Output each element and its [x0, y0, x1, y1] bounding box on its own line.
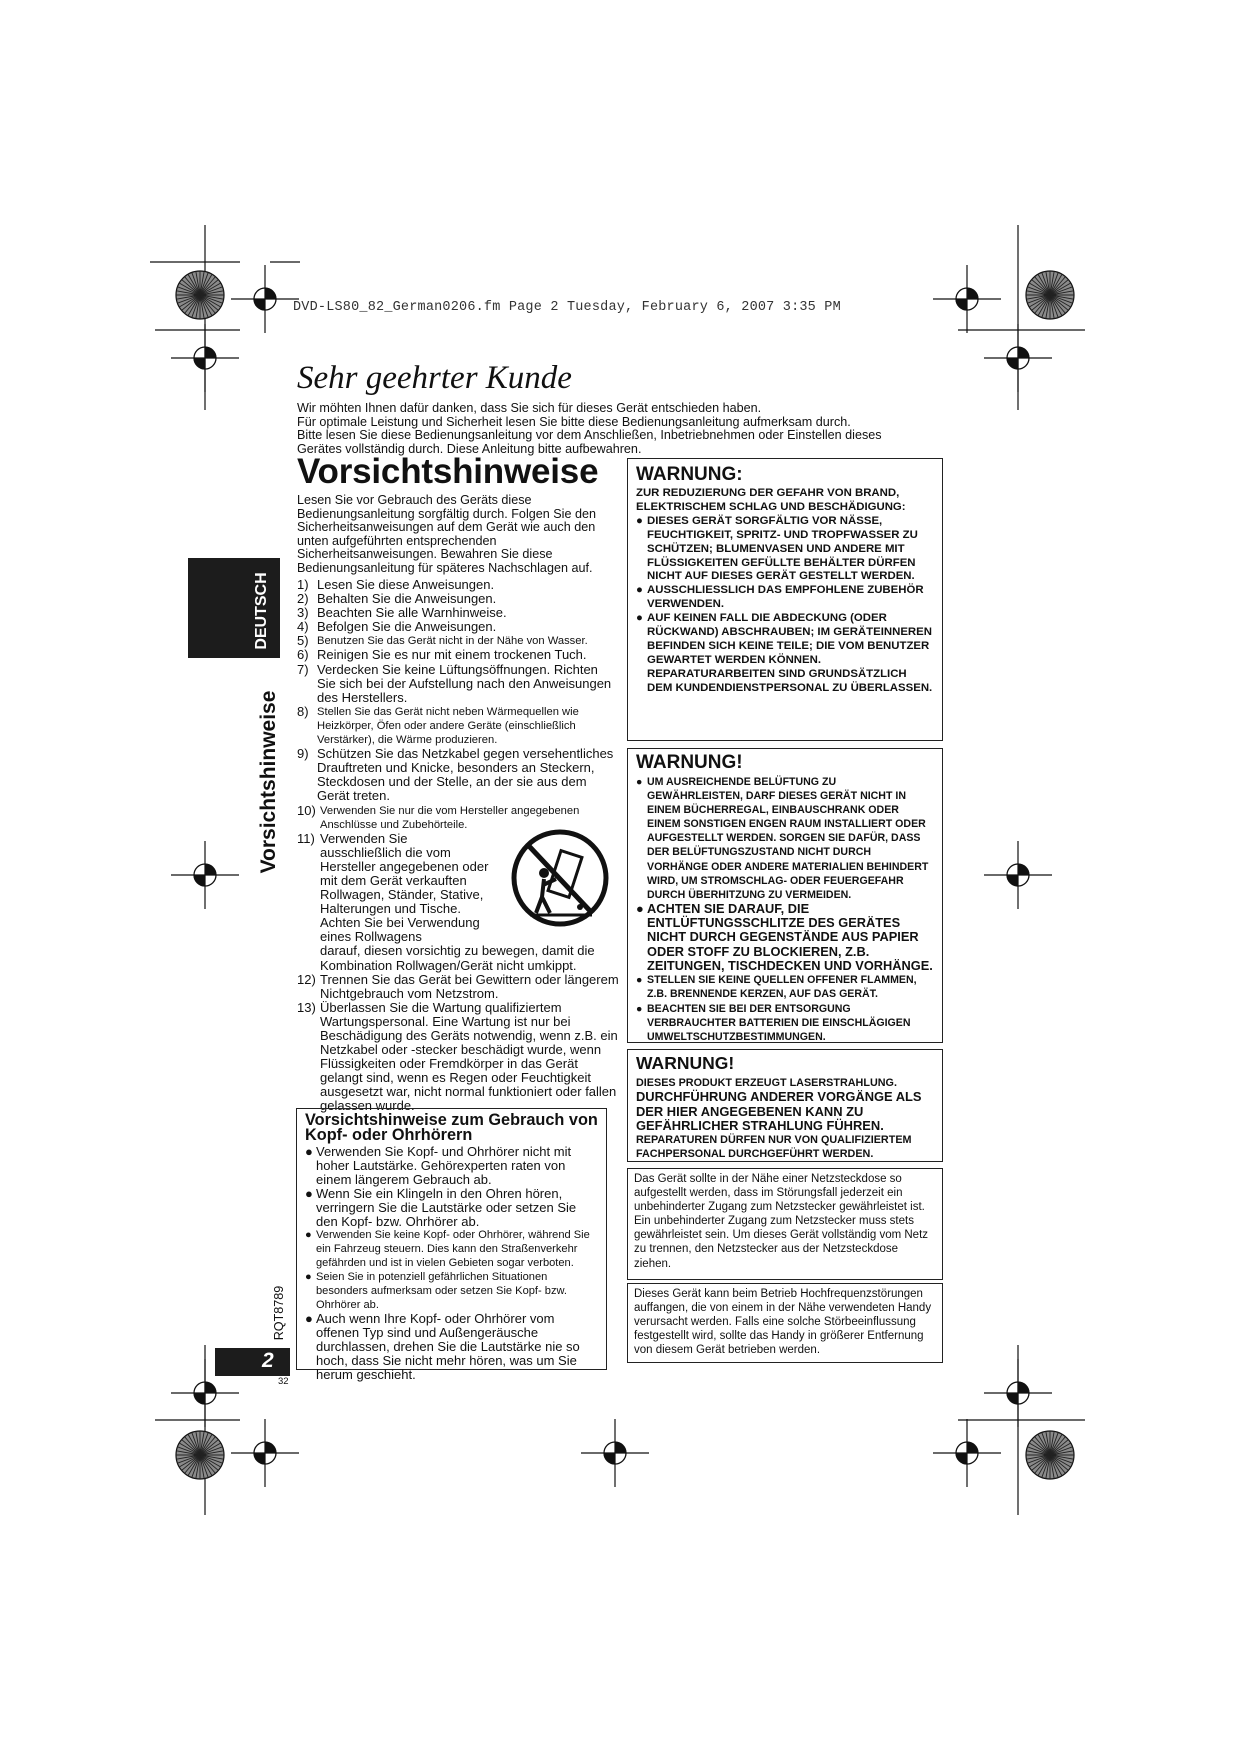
step-text: Verdecken Sie keine Lüftungsöffnungen. Richten Sie sich bei der Aufstellung nach den Anweisungen des Herstellers.	[317, 661, 612, 705]
warning-title: WARNUNG!	[636, 1053, 735, 1073]
warning-box-ventilation	[627, 748, 943, 1043]
page-number-small: 32	[278, 1376, 289, 1387]
step-number: 8)	[297, 703, 309, 719]
bullet-icon: ●	[636, 974, 643, 987]
list-item	[297, 747, 619, 803]
list-item-text: Verwenden Sie Kopf- und Ohrhörer nicht mit hoher Lautstärke. Gehörexperten raten von einem längerem Gebrauch ab.	[316, 1144, 572, 1187]
step-number: 3)	[297, 605, 309, 621]
list-item	[305, 1228, 599, 1270]
step-text-continued: darauf, diesen vorsichtig zu bewegen, damit die Kombination Rollwagen/Gerät nicht umkippt.	[320, 943, 595, 973]
page-number-bar	[215, 1348, 290, 1376]
step-text: Befolgen Sie die Anweisungen.	[317, 619, 497, 635]
intro-line: Bitte lesen Sie diese Bedienungsanleitung vor dem Anschließen, Inbetriebnehmen oder Einstellen dieses	[297, 428, 882, 442]
list-item	[297, 606, 619, 620]
headphones-caution-box	[296, 1108, 607, 1383]
crosshair-mark	[984, 1359, 1052, 1427]
file-header: DVD-LS80_82_German0206.fm Page 2 Tuesday, February 6, 2007 3:35 PM	[293, 300, 841, 315]
list-item-text: ACHTEN SIE DARAUF, DIE ENTLÜFTUNGSSCHLITZE DES GERÄTES NICHT DURCH GEGENSTÄNDE AUS PAPIER ODER STOFF ZU BLOCKIEREN, Z.B. ZEITUNGEN, TISCHDECKEN UND VORHÄNGE.	[647, 900, 933, 974]
bullet-icon: ●	[636, 514, 643, 527]
list-item	[297, 663, 619, 705]
power-plug-notice: Das Gerät sollte in der Nähe einer Netzsteckdose so aufgestellt werden, dass im Störungsfall jederzeit ein unbehinderter Zugang zum Netzstecker gewährleistet ist. Ein unbehinderter Zugang zum Netzstecker muss stets gewährleistet sein. Um dieses Gerät vollständig vom Netz zu trennen, den Netzstecker aus der Netzsteckdose ziehen.	[627, 1168, 943, 1280]
list-item-text: Verwenden Sie keine Kopf- oder Ohrhörer, während Sie ein Fahrzeug steuern. Dies kann den Straßenverkehr gefährden und ist in vielen Gebieten sogar verboten.	[316, 1229, 590, 1270]
step-text: Trennen Sie das Gerät bei Gewittern oder längerem Nichtgebrauch vom Netzstrom.	[320, 971, 619, 1001]
laser-warning-line: DIESES PRODUKT ERZEUGT LASERSTRAHLUNG.	[636, 1077, 897, 1089]
list-item-text: AUSSCHLIESSLICH DAS EMPFOHLENE ZUBEHÖR VERWENDEN.	[647, 584, 924, 611]
list-item	[636, 612, 934, 695]
crosshair-mark	[171, 841, 239, 909]
step-number: 9)	[297, 746, 309, 762]
list-item-text: BEACHTEN SIE BEI DER ENTSORGUNG VERBRAUCHTER BATTERIEN DIE EINSCHLÄGIGEN UMWELTSCHUTZBESTIMMUNGEN.	[647, 1002, 911, 1043]
list-item-text: AUF KEINEN FALL DIE ABDECKUNG (ODER RÜCKWAND) ABSCHRAUBEN; IM GERÄTEINNEREN BEFINDEN SICH KEINE TEILE; DIE VOM BENUTZER GEWARTET WERDEN KÖNNEN. REPARATURARBEITEN SIND GRUNDSÄTZLICH DEM KUNDENDIENSTPERSONAL ZU ÜBERLASSEN.	[647, 612, 933, 694]
list-item	[305, 1145, 599, 1187]
bullet-icon: ●	[636, 1002, 643, 1015]
list-item	[297, 648, 619, 662]
list-item-text: STELLEN SIE KEINE QUELLEN OFFENER FLAMMEN, Z.B. BRENNENDE KERZEN, AUF DAS GERÄT.	[647, 974, 917, 1001]
step-text: Beachten Sie alle Warnhinweise.	[317, 605, 507, 621]
bullet-icon: ●	[305, 1271, 312, 1284]
laser-warning-line: REPARATUREN DÜRFEN NUR VON QUALIFIZIERTEM FACHPERSONAL DURCHGEFÜHRT WERDEN.	[636, 1134, 912, 1161]
starburst-mark	[176, 1431, 224, 1479]
crosshair-mark	[933, 1419, 1001, 1487]
step-number: 4)	[297, 619, 309, 635]
step-text: Verwenden Sie nur die vom Hersteller angegebenen Anschlüsse und Zubehörteile.	[320, 804, 580, 831]
greeting-heading: Sehr geehrter Kunde	[297, 360, 572, 396]
step-text: Benutzen Sie das Gerät nicht in der Nähe von Wasser.	[317, 635, 588, 648]
step-text: Verwenden Sie ausschließlich die vom Hersteller angegebenen oder mit dem Gerät verkauften Rollwagen, Ständer, Stative, Halterungen und Tische. Achten Sie bei Verwendung eines Rollwagens	[320, 830, 489, 945]
warning-list	[636, 515, 934, 696]
list-item	[636, 902, 934, 973]
intro-line: Wir möhten Ihnen dafür danken, dass Sie sich für dieses Gerät entschieden haben.	[297, 401, 762, 415]
crosshair-mark	[231, 1419, 299, 1487]
step-number: 2)	[297, 591, 309, 607]
section-title: Vorsichtshinweise	[297, 452, 599, 491]
laser-warning-line: DURCHFÜHRUNG ANDERER VORGÄNGE ALS DER HIER ANGEGEBENEN KANN ZU GEFÄHRLICHER STRAHLUNG FÜHREN.	[636, 1089, 922, 1133]
crosshair-mark	[171, 324, 239, 392]
crosshair-mark	[933, 265, 1001, 333]
step-number: 1)	[297, 577, 309, 592]
list-item-text: Auch wenn Ihre Kopf- oder Ohrhörer vom offenen Typ sind und Außengeräusche durchlassen, drehen Sie die Lautstärke nie so hoch, dass Sie nicht mehr hören, was um Sie herum geschieht.	[316, 1311, 580, 1383]
list-item	[305, 1187, 599, 1229]
headphones-caution-list	[305, 1145, 599, 1382]
step-number: 13)	[297, 999, 316, 1015]
bullet-icon: ●	[305, 1229, 312, 1242]
side-section-title: Vorsichtshinweise	[257, 690, 280, 874]
headphones-caution-title: Vorsichtshinweise zum Gebrauch von Kopf- oder Ohrhörern	[305, 1111, 598, 1144]
step-number: 6)	[297, 647, 309, 663]
bullet-icon: ●	[305, 1185, 313, 1201]
list-item	[297, 578, 619, 592]
step-number: 11)	[297, 830, 315, 846]
warning-box-laser	[627, 1049, 943, 1162]
step-text: Stellen Sie das Gerät nicht neben Wärmequellen wie Heizkörper, Öfen oder andere Geräte (einschließlich Verstärker), die Wärme produzieren.	[317, 705, 579, 747]
step-text: Reinigen Sie es nur mit einem trockenen Tuch.	[317, 647, 587, 663]
list-item-text: Wenn Sie ein Klingeln in den Ohren hören, verringern Sie die Lautstärke oder setzen Sie den Kopf- bzw. Ohrhörer ab.	[316, 1185, 577, 1229]
bullet-icon: ●	[636, 612, 643, 625]
warning-box-electric	[627, 458, 943, 741]
warning-title: WARNUNG!	[636, 752, 743, 773]
intro-paragraph	[297, 402, 957, 456]
step-number: 10)	[297, 802, 316, 818]
crosshair-mark	[984, 324, 1052, 392]
list-item	[305, 1270, 599, 1312]
cart-tip-over-warning-icon	[510, 827, 610, 931]
crosshair-mark	[231, 265, 299, 333]
page-number: 2	[262, 1349, 274, 1372]
list-item	[297, 620, 619, 634]
list-item	[636, 515, 934, 585]
step-number: 5)	[297, 633, 309, 649]
step-number: 12)	[297, 971, 316, 987]
crosshair-mark	[984, 841, 1052, 909]
list-item	[636, 973, 934, 1001]
starburst-mark	[1026, 1431, 1074, 1479]
list-item	[636, 584, 934, 612]
bullet-icon: ●	[305, 1144, 313, 1159]
warning-subtitle: ZUR REDUZIERUNG DER GEFAHR VON BRAND, ELEKTRISCHEM SCHLAG UND BESCHÄDIGUNG:	[636, 487, 906, 513]
list-item	[297, 634, 619, 648]
step-text: Behalten Sie die Anweisungen.	[317, 591, 497, 607]
language-tab-label: DEUTSCH	[253, 572, 270, 650]
warning-list	[636, 775, 934, 1044]
bullet-icon: ●	[636, 776, 643, 788]
bullet-icon: ●	[305, 1311, 313, 1327]
list-item	[297, 705, 619, 747]
list-item	[636, 1002, 934, 1044]
list-item-text: DIESES GERÄT SORGFÄLTIG VOR NÄSSE, FEUCHTIGKEIT, SPRITZ- UND TROPFWASSER ZU SCHÜTZEN; BLUMENVASEN UND ANDERE MIT FLÜSSIGKEITEN GEFÜLLTE BEHÄLTER DÜRFEN NICHT AUF DIESES GERÄT GESTELLT WERDEN.	[647, 514, 918, 583]
list-item	[305, 1312, 599, 1382]
lead-paragraph: Lesen Sie vor Gebrauch des Geräts diese Bedienungsanleitung sorgfältig durch. Folgen Sie den Sicherheitsanweisungen auf dem Gerät wie auch den unten aufgeführten entsprechenden Sicherheitsanweisungen. Bewahren Sie diese Bedienungsanleitung für späteres Nachschlagen auf.	[297, 493, 596, 575]
list-item	[297, 592, 619, 606]
intro-line: Für optimale Leistung und Sicherheit lesen Sie bitte diese Bedienungsanleitung aufmerksam durch.	[297, 414, 851, 429]
list-item	[297, 973, 619, 1001]
step-text: Schützen Sie das Netzkabel gegen versehentliches Drauftreten und Knicke, besonders an Steckern, Steckdosen und der Stelle, an der sie aus dem Gerät treten.	[317, 746, 614, 804]
intro-line: Gerätes vollständig durch. Diese Anleitung bitte aufbewahren.	[297, 441, 642, 456]
step-number: 7)	[297, 661, 309, 677]
step-text: Lesen Sie diese Anweisungen.	[317, 577, 495, 592]
step-text: Überlassen Sie die Wartung qualifiziertem Wartungspersonal. Eine Wartung ist nur bei Beschädigung des Geräts notwendig, wenn z.B. ein Netzkabel oder -stecker beschädigt wurde, wenn Flüssigkeiten oder Fremdkörper in das Gerät gelangt sind, wenn es Regen oder Feuchtigkeit ausgesetzt war, nicht normal funktioniert oder fallen gelassen wurde.	[320, 999, 618, 1114]
list-item-text: Seien Sie in potenziell gefährlichen Situationen besonders aufmerksam oder setzen Sie Kopf- bzw. Ohrhörer ab.	[316, 1271, 567, 1312]
bullet-icon: ●	[636, 584, 643, 597]
model-code: RQT8789	[272, 1285, 286, 1341]
list-item	[636, 775, 934, 902]
mobile-phone-notice: Dieses Gerät kann beim Betrieb Hochfrequenzstörungen auffangen, die von einem in der Nähe verwendeten Handy verursacht werden. Falls eine solche Störbeeinflussung festgestellt wird, sollte das Handy in größerer Entfernung von diesem Gerät betrieben werden.	[627, 1283, 943, 1363]
starburst-mark	[176, 271, 224, 319]
list-item-text: UM AUSREICHENDE BELÜFTUNG ZU GEWÄHRLEISTEN, DARF DIESES GERÄT NICHT IN EINEM BÜCHERREGAL, EINBAUSCHRANK ODER EINEM SONSTIGEN ENGEN RAUM INSTALLIERT ODER AUFGESTELLT WERDEN. SORGEN SIE DAFÜR, DASS DER BELÜFTUNGSZUSTAND NICHT DURCH VORHÄNGE ODER ANDERE MATERIALIEN BEHINDERT WIRD, UM STROMSCHLAG- ODER FEUERGEFAHR DURCH ÜBERHITZUNG ZU VERMEIDEN.	[647, 776, 929, 901]
list-item	[297, 1001, 619, 1114]
crosshair-mark	[581, 1419, 649, 1487]
warning-title: WARNUNG:	[636, 464, 743, 485]
starburst-mark	[1026, 271, 1074, 319]
bullet-icon: ●	[636, 900, 644, 916]
